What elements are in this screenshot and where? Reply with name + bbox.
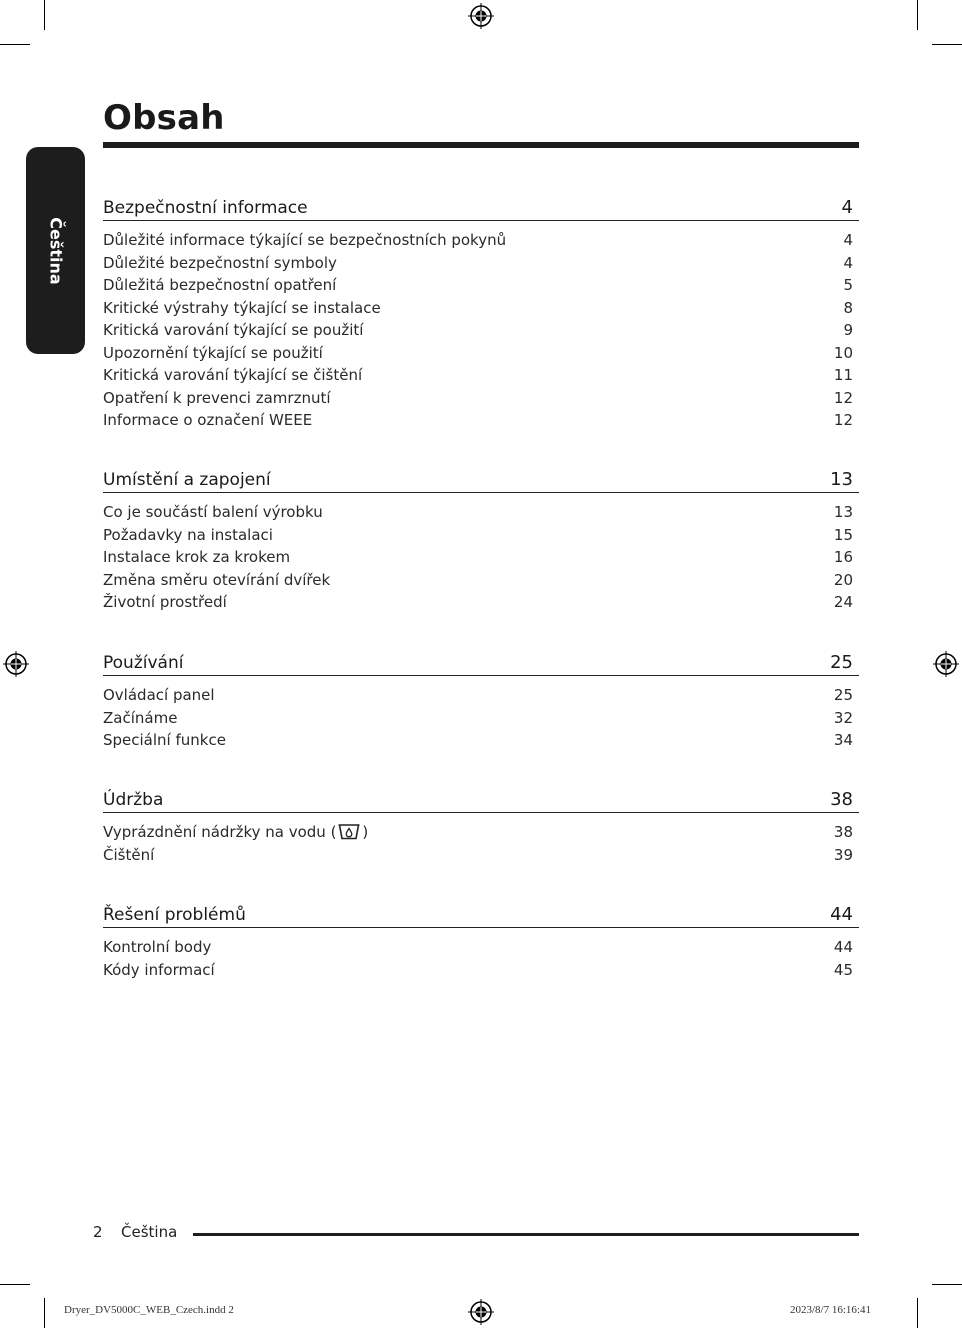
toc-entry-page: 4 [843,231,853,250]
toc-entry-list [103,821,859,866]
registration-mark-icon [468,1299,494,1325]
toc-entry-label: Informace o označení WEEE [103,411,313,430]
toc-entry-label: Požadavky na instalaci [103,525,273,544]
print-slug-file: Dryer_DV5000C_WEB_Czech.indd 2 [64,1304,234,1316]
toc-section-title: Bezpečnostní informace [103,198,308,218]
toc-entry-label: Instalace krok za krokem [103,548,291,567]
footer-language: Čeština [121,1223,178,1241]
toc-entry-page: 15 [833,525,853,544]
title-rule [103,142,859,148]
toc-entry-page: 25 [833,686,853,705]
registration-mark-icon [3,651,29,677]
footer-rule [193,1233,859,1236]
toc-entry[interactable] [103,959,859,982]
toc-entry-list [103,684,859,752]
language-side-tab-label: Čeština [46,216,65,285]
toc-entry-label: Životní prostředí [103,593,227,612]
toc-entry-page: 32 [833,708,853,727]
toc-entry-list [103,229,859,432]
toc-section [103,645,859,752]
footer-page-number: 2 [93,1223,103,1241]
toc-entry-page: 13 [833,503,853,522]
toc-section-title: Údržba [103,790,164,810]
toc-entry[interactable] [103,501,859,524]
page-title: Obsah [103,98,225,138]
toc-entry-label-end: ) [362,823,369,842]
toc-entry-label: Čištění [103,845,155,864]
crop-mark [44,0,45,30]
toc-entry[interactable] [103,729,859,752]
water-tank-icon [338,823,360,840]
toc-entry-label: Začínáme [103,708,178,727]
toc-entry[interactable] [103,844,859,867]
toc-section-page: 13 [830,469,853,490]
toc-section-page: 44 [830,904,853,925]
toc-entry-page: 11 [833,366,853,385]
toc-entry-list [103,936,859,981]
toc-entry[interactable] [103,821,859,844]
toc-entry-page: 5 [843,276,853,295]
crop-mark [917,1298,918,1328]
toc-entry-label: Ovládací panel [103,686,215,705]
toc-section-heading[interactable] [103,190,859,221]
toc-section [103,782,859,866]
toc-section-title: Umístění a zapojení [103,470,271,490]
toc-entry[interactable] [103,569,859,592]
toc-entry[interactable] [103,936,859,959]
crop-mark [932,1284,962,1285]
toc-entry-page: 4 [843,253,853,272]
crop-mark [932,44,962,45]
crop-mark [917,0,918,30]
toc-entry-label: Kritická varování týkající se použití [103,321,364,340]
toc-entry[interactable] [103,297,859,320]
toc-entry-label [103,823,368,841]
toc-entry[interactable] [103,546,859,569]
toc-section-title: Používání [103,653,184,673]
toc-entry-label: Důležitá bezpečnostní opatření [103,276,337,295]
toc-entry[interactable] [103,409,859,432]
toc-entry-label: Upozornění týkající se použití [103,343,323,362]
crop-mark [0,44,30,45]
toc-entry-page: 9 [843,321,853,340]
toc-entry-page: 44 [833,938,853,957]
toc-section-page: 4 [841,197,853,218]
toc-entry[interactable] [103,684,859,707]
toc-entry-page: 12 [833,388,853,407]
crop-mark [0,1284,30,1285]
toc-entry[interactable] [103,229,859,252]
toc-entry-page: 16 [833,548,853,567]
toc-section [103,190,859,432]
toc-entry[interactable] [103,274,859,297]
toc-entry-label-start: Vyprázdnění nádržky na vodu ( [103,823,337,842]
toc-entry-page: 24 [833,593,853,612]
toc-entry[interactable] [103,387,859,410]
toc-entry-label: Co je součástí balení výrobku [103,503,323,522]
toc-entry[interactable] [103,342,859,365]
toc-entry-page: 8 [843,298,853,317]
toc-section-heading[interactable] [103,782,859,813]
toc-entry-label: Kódy informací [103,960,215,979]
toc-entry[interactable] [103,252,859,275]
toc-section [103,897,859,981]
toc-entry-label: Kontrolní body [103,938,212,957]
toc-entry-page: 20 [833,570,853,589]
toc-entry-list [103,501,859,614]
toc-entry-label: Kritické výstrahy týkající se instalace [103,298,381,317]
crop-mark [44,1298,45,1328]
toc-entry[interactable] [103,707,859,730]
registration-mark-icon [933,651,959,677]
toc-entry-page: 12 [833,411,853,430]
toc-section-page: 25 [830,652,853,673]
toc-entry-page: 45 [833,960,853,979]
toc-entry[interactable] [103,319,859,342]
toc-entry[interactable] [103,524,859,547]
toc-section-heading[interactable] [103,897,859,928]
toc-entry-page: 34 [833,731,853,750]
registration-mark-icon [468,3,494,29]
toc-entry[interactable] [103,591,859,614]
toc-entry-label: Speciální funkce [103,731,226,750]
toc-entry-page: 38 [833,823,853,842]
toc-entry[interactable] [103,364,859,387]
toc-entry-label: Změna směru otevírání dvířek [103,570,331,589]
toc-entry-label: Opatření k prevenci zamrznutí [103,388,331,407]
toc-entry-label: Důležité informace týkající se bezpečnostních pokynů [103,231,507,250]
toc-section-heading[interactable] [103,462,859,493]
toc-section-page: 38 [830,789,853,810]
toc-entry-page: 39 [833,845,853,864]
toc-section [103,462,859,614]
toc-section-title: Řešení problémů [103,905,246,925]
toc-entry-label: Důležité bezpečnostní symboly [103,253,337,272]
print-slug-timestamp: 2023/8/7 16:16:41 [790,1304,871,1316]
toc-entry-page: 10 [833,343,853,362]
toc-entry-label: Kritická varování týkající se čištění [103,366,363,385]
language-side-tab [26,147,85,354]
toc-section-heading[interactable] [103,645,859,676]
